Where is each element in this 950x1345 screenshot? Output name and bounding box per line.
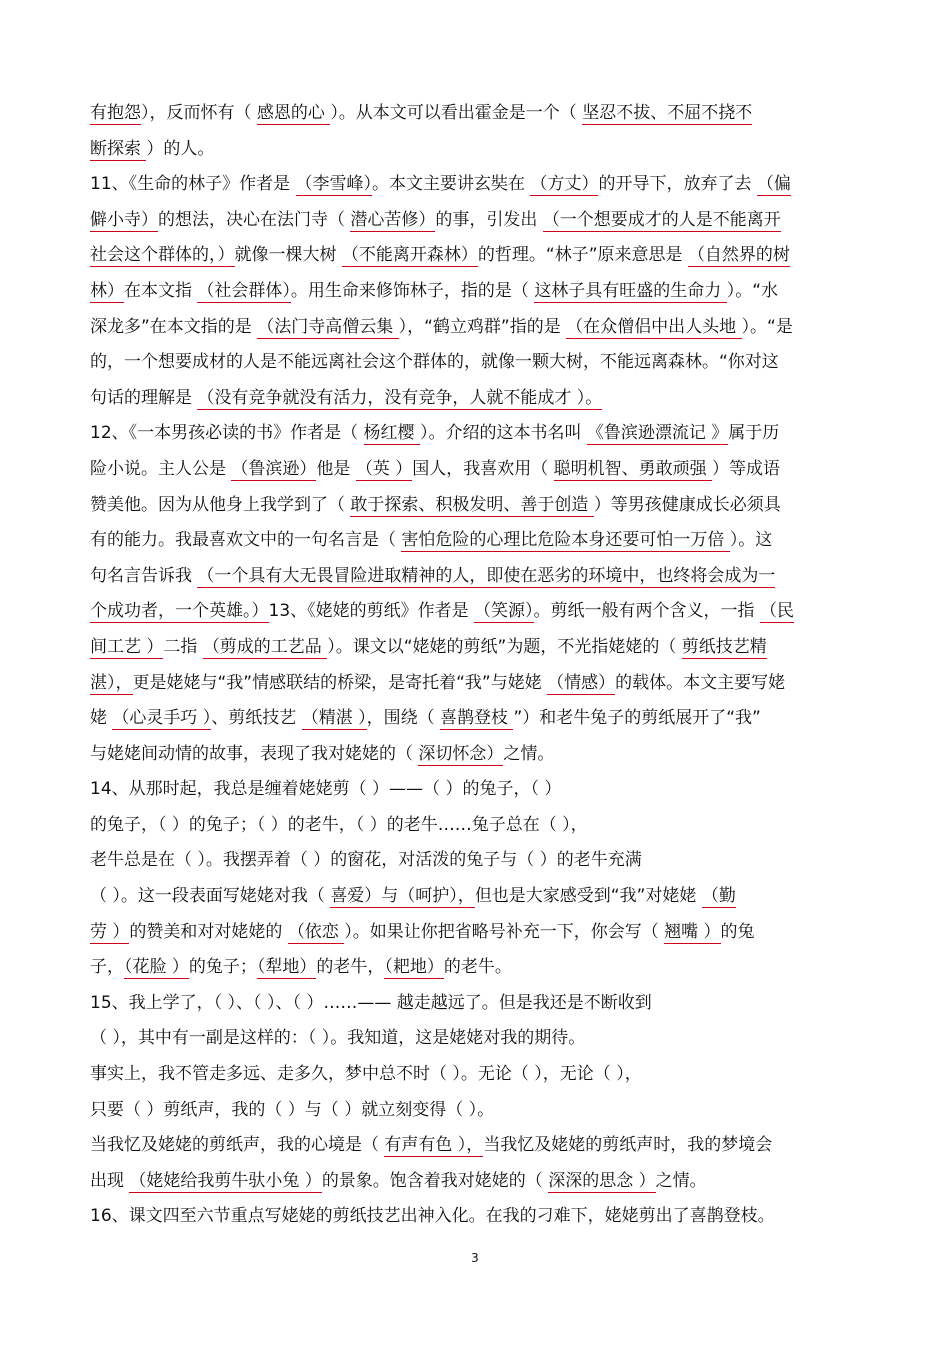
text-segment: （ ）。这一段表面写姥姥对我（: [90, 886, 331, 907]
text-segment: 的景象。饱含着我对姥姥的（: [321, 1170, 549, 1191]
text-line: [90, 238, 862, 274]
text-segment: 的老牛。: [443, 957, 512, 978]
answer-underlined: 有抱怨: [90, 103, 141, 123]
answer-underlined: （在众僧侣中出人头地: [566, 316, 742, 337]
answer-underlined: 敢于探索、积极发明、善于创造: [350, 494, 594, 515]
answer-underlined: 深切怀念）: [418, 743, 504, 764]
text-line: [90, 772, 862, 808]
answer-underlined: 个成功者，一个英雄。）: [90, 601, 269, 622]
text-line: [90, 737, 862, 773]
answer-underlined: 断探索: [90, 138, 147, 159]
text-segment: 但也是大家感受到“我”对姥姥: [474, 886, 702, 907]
text-segment: 的，一个想要成材的人是不能远离社会这个群体的，就像一颗大树，不能远离森林。“你对这: [90, 352, 779, 373]
answer-underlined: （社会群体）: [197, 280, 291, 301]
answer-underlined: 聪明机智、勇敢顽强: [553, 458, 713, 479]
answer-underlined: 害怕危险的心理比危险本身还要可怕一万倍: [401, 530, 730, 551]
text-line: [90, 843, 862, 879]
text-line: [90, 381, 862, 417]
text-segment: 。本文主要讲玄奘在: [372, 174, 531, 195]
text-line: [90, 345, 862, 381]
text-segment: 国人，我喜欢用（: [412, 458, 554, 479]
text-line: [90, 203, 862, 239]
text-line: [90, 1057, 862, 1093]
answer-underlined: （犁地）: [256, 957, 317, 978]
text-segment: 当我忆及姥姥的剪纸声，我的心境是（: [90, 1135, 385, 1156]
text-segment: 14、从那时起，我总是缠着姥姥剪（ ）——（ ）的兔子，（ ）: [90, 779, 562, 800]
text-segment: 的事，引发出: [435, 209, 543, 230]
text-segment: 的哲理。“林子”原来意思是: [477, 245, 688, 266]
answer-underlined: 《鲁滨逊漂流记 》: [586, 423, 729, 444]
text-line: [90, 950, 862, 986]
answer-underlined: 僻小寺）: [90, 209, 158, 230]
text-segment: 的兔: [720, 921, 755, 942]
text-segment: ）。介绍的这本书名叫: [419, 423, 587, 444]
text-segment: 更是姥姥与“我”情感联结的桥梁，是寄托着“我”与姥姥: [132, 672, 548, 693]
text-segment: 有的能力。我最喜欢文中的一句名言是（: [90, 530, 402, 551]
text-segment: 的赞美和对对姥姥的: [129, 921, 288, 942]
text-segment: 11、《生命的林子》作者是: [90, 174, 296, 195]
answer-underlined: （花脸 ）: [124, 957, 189, 978]
text-segment: 属于历: [728, 423, 780, 444]
answer-underlined: （英 ）: [355, 458, 413, 479]
answer-underlined: 剪纸技艺精: [681, 636, 767, 657]
text-segment: 的兔子，（ ）的兔子；（ ）的老牛，（ ）的老牛……兔子总在（ ），: [90, 814, 588, 835]
text-segment: 13、《姥姥的剪纸》作者是: [268, 601, 475, 622]
text-line: [90, 879, 862, 915]
text-segment: 、剪纸技艺: [211, 708, 302, 729]
text-segment: 之情。: [503, 743, 555, 764]
answer-underlined: 喜鹊登枝: [440, 708, 514, 729]
text-segment: 的想法，决心在法门寺（: [158, 209, 351, 230]
text-segment: ）等男孩健康成长必须具: [593, 494, 781, 515]
text-segment: 赞美他。因为从他身上我学到了（: [90, 494, 351, 515]
answer-underlined: （精湛 ）: [301, 708, 367, 729]
text-segment: 事实上，我不管走多远、走多久，梦中总不时（ ）。无论（ ），无论（ ），: [90, 1064, 642, 1085]
answer-underlined: （法门寺高僧云集: [257, 316, 399, 337]
text-segment: 老牛总是在（ ）。我摆弄着（ ）的窗花，对活泼的兔子与（ ）的老牛充满: [90, 850, 642, 871]
text-segment: ）。“水: [726, 280, 779, 301]
text-line: [90, 274, 862, 310]
answer-underlined: 有声有色 ），: [384, 1135, 484, 1156]
answer-underlined: 喜爱）与（呵护），: [330, 886, 475, 907]
text-segment: ，围绕（: [366, 708, 441, 729]
text-segment: ），反而怀有（: [141, 103, 257, 123]
text-segment: 他是: [316, 458, 356, 479]
text-segment: 句话的理解是: [90, 387, 198, 408]
answer-underlined: 林）: [90, 280, 124, 301]
answer-underlined: 坚忍不拔、不屈不挠不: [582, 103, 753, 123]
text-line: [90, 701, 862, 737]
text-segment: 当我忆及姥姥的剪纸声时，我的梦境会: [483, 1135, 773, 1156]
text-line: [90, 523, 862, 559]
page-number: 3: [471, 1251, 479, 1265]
text-line: [90, 594, 862, 630]
text-segment: 就像一棵大树: [234, 245, 342, 266]
text-line: [90, 915, 862, 951]
text-line: [90, 132, 862, 168]
text-segment: ）等成语: [712, 458, 781, 479]
text-segment: 二指: [163, 636, 203, 657]
text-line: [90, 310, 862, 346]
text-line: [90, 666, 862, 702]
text-segment: 姥: [90, 708, 113, 729]
text-segment: ”）和老牛兔子的剪纸展开了“我”: [513, 708, 761, 729]
answer-underlined: 深深的思念 ）: [548, 1170, 656, 1191]
answer-underlined: （勤: [701, 886, 736, 907]
text-line: [90, 1164, 862, 1200]
text-line: [90, 416, 862, 452]
text-segment: 的载体。本文主要写姥: [615, 672, 786, 693]
answer-underlined: （鲁滨逊）: [231, 458, 317, 479]
text-segment: ）。从本文可以看出霍金是一个（: [330, 103, 583, 123]
text-segment: 的兔子；: [188, 957, 257, 978]
answer-underlined: （自然界的树: [687, 245, 790, 266]
answer-underlined: （心灵手巧 ）: [112, 708, 212, 729]
text-segment: 在本文指: [124, 280, 198, 301]
answer-underlined: （方丈）: [530, 174, 599, 195]
worksheet-text: [90, 96, 862, 1235]
text-segment: 15、我上学了，（ ）、（ ）、（ ）……—— 越走越远了。但是我还是不断收到: [90, 992, 652, 1013]
answer-underlined: 杨红樱: [363, 423, 420, 444]
answer-underlined: （情感）: [547, 672, 616, 693]
answer-underlined: （没有竞争就没有活力，没有竞争，人就不能成才 ）。: [197, 387, 603, 408]
text-line: [90, 808, 862, 844]
text-segment: 的老牛，: [316, 957, 385, 978]
text-segment: 的开导下，放弃了去: [598, 174, 757, 195]
text-line: [90, 559, 862, 595]
text-segment: ）。这: [729, 530, 773, 551]
text-line: [90, 488, 862, 524]
answer-underlined: （剪成的工艺品: [202, 636, 328, 657]
answer-underlined: （耙地）: [384, 957, 444, 978]
answer-underlined: 劳 ）: [90, 921, 130, 942]
answer-underlined: （依恋: [287, 921, 345, 942]
answer-underlined: （偏: [756, 174, 791, 195]
text-segment: （ ），其中有一副是这样的：（ ）。我知道，这是姥姥对我的期待。: [90, 1028, 586, 1049]
text-segment: 子，: [90, 957, 124, 978]
text-segment: 出现: [90, 1170, 130, 1191]
text-segment: 之情。: [655, 1170, 707, 1191]
text-line: [90, 1021, 862, 1057]
text-segment: 。用生命来修饰林子，指的是（: [290, 280, 535, 301]
text-segment: ）。如果让你把省略号补充一下，你会写（: [344, 921, 665, 942]
text-line: [90, 1093, 862, 1129]
answer-underlined: （一个想要成才的人是不能离开: [542, 209, 781, 230]
text-line: [90, 986, 862, 1022]
answer-underlined: （李雪峰）: [295, 174, 373, 195]
text-line: [90, 96, 862, 132]
text-segment: 只要（ ）剪纸声，我的（ ）与（ ）就立刻变得（ ）。: [90, 1099, 495, 1120]
text-segment: 险小说。主人公是: [90, 458, 232, 479]
answer-underlined: 感恩的心: [256, 103, 331, 123]
answer-underlined: 这林子具有旺盛的生命力: [534, 280, 727, 301]
answer-underlined: 湛），: [90, 672, 133, 693]
text-segment: 12、《一本男孩必读的书》作者是（: [90, 423, 364, 444]
answer-underlined: （一个具有大无畏冒险进取精神的人，即使在恶劣的环境中，也终将会成为一: [197, 565, 776, 586]
text-segment: 与姥姥间动情的故事，表现了我对姥姥的（: [90, 743, 419, 764]
answer-underlined: （民: [759, 601, 794, 622]
text-segment: ），“鹤立鸡群”指的是: [398, 316, 567, 337]
answer-underlined: 社会这个群体的，）: [90, 245, 235, 266]
text-segment: ）。“是: [741, 316, 793, 337]
text-segment: 。剪纸一般有两个含义，一指: [533, 601, 760, 622]
answer-underlined: 间工艺 ）: [90, 636, 164, 657]
answer-underlined: （姥姥给我剪牛驮小兔 ）: [129, 1170, 322, 1191]
text-segment: 深龙多”在本文指的是: [90, 316, 258, 337]
answer-underlined: （笑源）: [474, 601, 534, 622]
text-line: [90, 167, 862, 203]
text-line: [90, 630, 862, 666]
text-line: [90, 452, 862, 488]
answer-underlined: （不能离开森林）: [341, 245, 478, 266]
text-segment: 句名言告诉我: [90, 565, 198, 586]
text-line: [90, 1199, 862, 1235]
text-segment: ）。课文以“姥姥的剪纸”为题，不光指姥姥的（: [327, 636, 682, 657]
text-line: [90, 1128, 862, 1164]
answer-underlined: 翘嘴 ）: [664, 921, 721, 942]
answer-underlined: 潜心苦修）: [350, 209, 436, 230]
text-segment: ）的人。: [146, 138, 215, 159]
text-segment: 16、课文四至六节重点写姥姥的剪纸技艺出神入化。在我的刁难下，姥姥剪出了喜鹊登枝。: [90, 1206, 775, 1227]
